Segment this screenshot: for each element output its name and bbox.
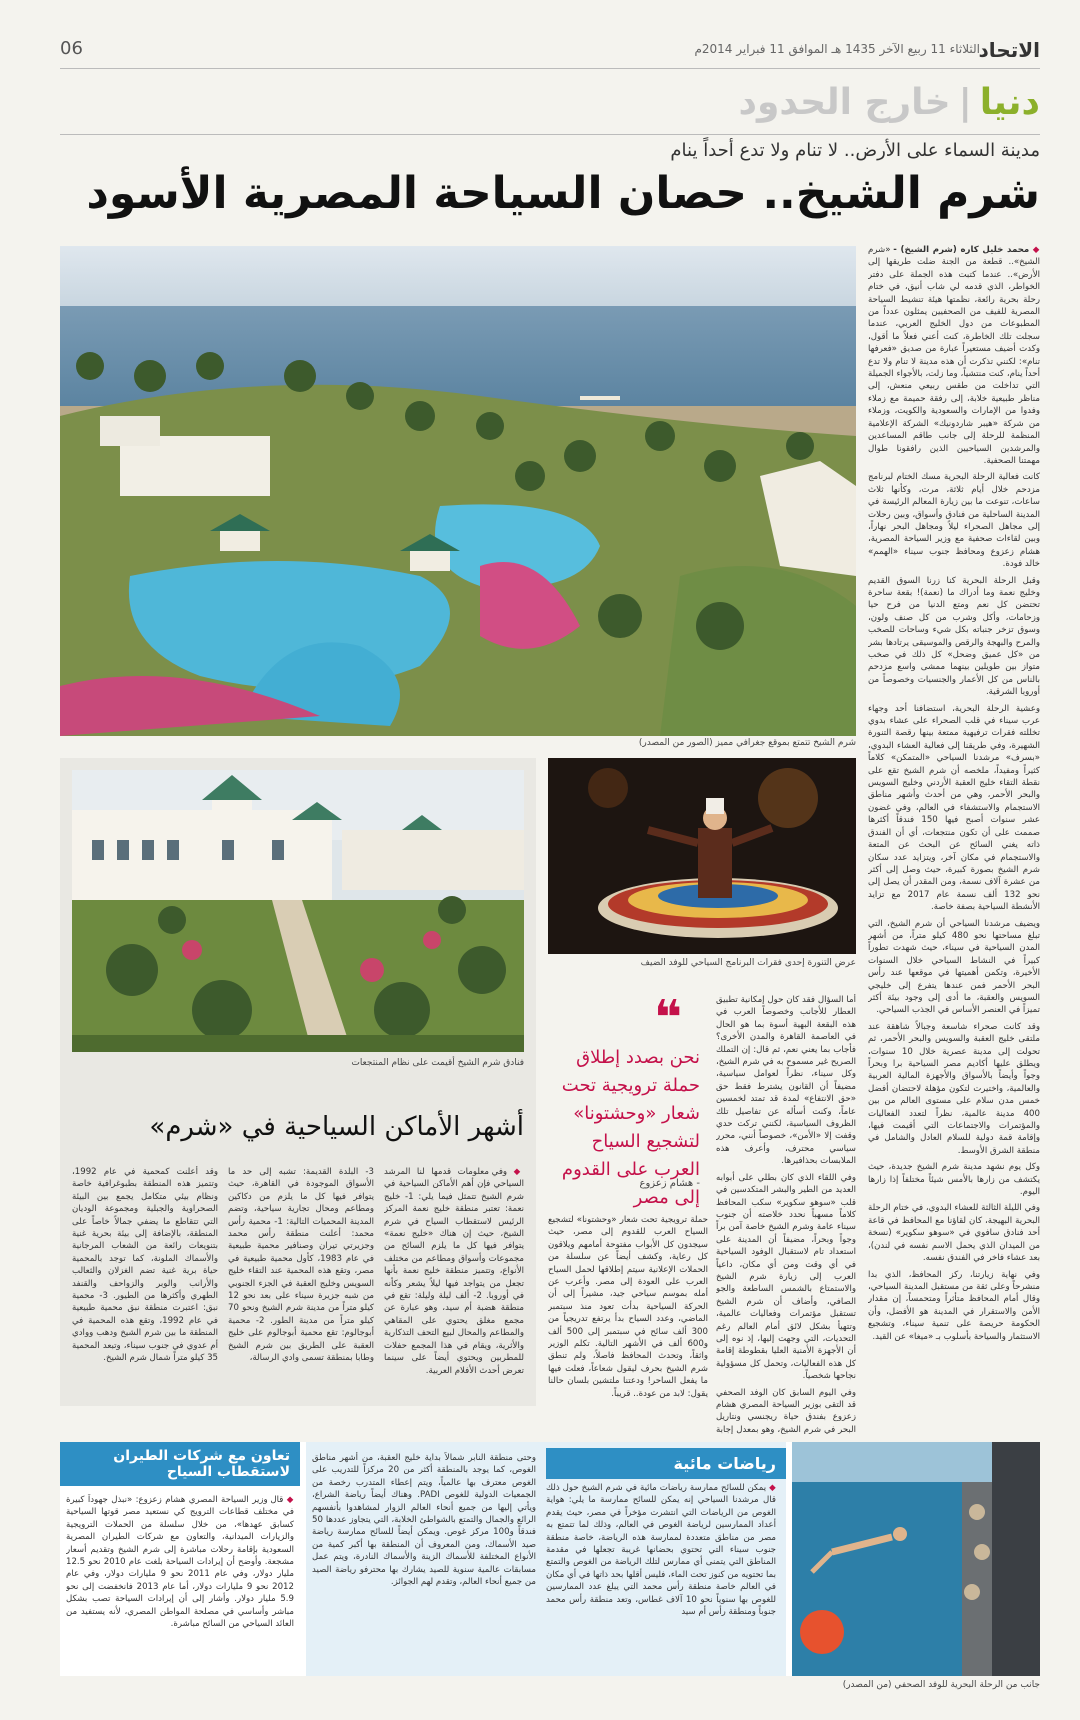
issue-date: الثلاثاء 11 ربيع الآخر 1435 هـ الموافق 11 فبراير 2014م: [694, 42, 980, 56]
article-paragraph: وفي نهاية زيارتنا، ركز المحافظ، الذي بدا منشرحاً وعلى ثقة من مستقبل المدينة السياحي، وقال أمام المحافظ متأثراً ومتحمساً، إن مقدار الأمن والاستقرار في المدينة هو الأفضل، وأن الحكومة حريصة على تنمية سيناء، وتشجيع الاستثمار والسياحة بأسلوب بـ «ميغا» عن القيد.: [868, 1269, 1040, 1342]
article-column-2: [716, 994, 856, 1434]
section-name-primary: دنيا: [979, 82, 1040, 123]
article-paragraph: وقبل الرحلة البحرية كنا زرنا السوق القديم وخليج نعمة وما أدراك ما (نعمة)! بقعة ساحرة تحتضن كل نعم ومتع الدنيا من فرح حيا وزحامات، وأكل وشرب من كل صنف ولون، وسوق تزخر جنباته بكل شيء وساحات للصخب والمرح والبهجة والرقص والموسيقى يرتادها بشر من «كل عميق وضحل» كل ذلك في صخب متواز بين طويلين بينهما ممشى واسع مزدحم بالناس من كل الأعمار والجنسيات وخصوصاً من أوروبا الشرقية.: [868, 575, 1040, 698]
article-paragraph: وعشية الرحلة البحرية، استضافنا أحد وجهاء عرب سيناء في قلب الصحراء على عشاء بدوي تخللته فقرات ترفيهية ممتعة بينها رقصة التنورة الشهيرة، وفي طريقنا إلى فعالية العشاء البدوي، «بسرف» مرشدنا السياحي «المتمكن» كلاماً كثيراً ومفيداً، ملخصه أن شرم الشيخ تقع على نقطة التقاء خليج العقبة الأردني وخليج السويس والبحر الأحمر، وهي من أحدث وأشهر مناطق الاستجمام والاستشفاء في العالم، وفي غضون عشر سنوات أصبح فيها 150 فندقاً أكثرها صممت على أن تكون منتجعات، أي أن الفندق ذاته يغني السائح عن البحث عن المتعة والاستجمام في مكان آخر، ويتزايد عدد سكان شرم الشيخ بصورة كبيرة، حيث وصل إلى أكثر من عشرة آلاف نسمة، ومن المقدر أن يصل إلى نحو 132 ألف نسمة عام 2017 مع تزايد الأنشطة السياحية بصفة خاصة.: [868, 703, 1040, 913]
bullet-icon: ◆: [286, 1495, 294, 1505]
hotel-illustration: [72, 770, 524, 1052]
airlines-text: [66, 1494, 294, 1672]
promo-column: [548, 1214, 708, 1434]
water-sports-text-1: [546, 1482, 776, 1670]
places-text: وقد أعلنت كمحمية في عام 1992، وتتميز هذه المنطقة بطبوغرافية خاصة ونظام بيئي متكامل يجمع بين البيئة الصحراوية والجبلية ومجموعة الوديان التي تتقاطع ما يضفي جمالاً خاصاً على المنطقة، بالإضافة إلى بيئة بحرية غنية بتنويعات رائعة من الشعاب المرجانية والأسماك الملونة، كما توجد بالمحمية حياة برية غنية تضم الغزلان والثعالب والأرانب والوبر والزواحف والقنفد الطهري وأكثرها من الطيور. 3- محمية نبق: اعتبرت منطقة نبق محمية طبيعية في عام 1992، وتقع هذه المحمية في المنطقة ما بين شرم الشيخ ودهب ووادي أم عدوي في جنوب سيناء، وتبعد المحمية 35 كيلو متراً شمال شرم الشيخ.: [72, 1167, 218, 1364]
water-text: وحتى منطقة النابر شمالاً بداية خليج العقبة، من أشهر مناطق الغوص، كما يوجد بالمنطقة أكثر من 20 مركزاً للتدريب على الغوص معترف بها عالمياً، ويتم إعطاء المتدرب رخصة من الجمعيات الدولية للغوص PADI. وهناك أيضاً رياضة الشراع، ويأتي إليها من جميع أنحاء العالم الزوار لمشاهدوا بأنفسهم الرائع والجمال والتمتع بالشواطئ الخلابة، التي يتجاوز عددها 50 فندقاً و100 مركز غوص. ويمكن أيضاً للسائح ممارسة رياضة صيد الأسماك، ومن المعروف أن المنطقة بها أكبر كمية من الأنواع المختلفة للأسماك الزينة والأسماك النادرة، ويتم عمل مسابقات عالمية سنوية للصيد يشارك بها محترفو رياضة الصيد من جميع أنحاء العالم، وتقدم لهم الجوائز.: [312, 1453, 536, 1588]
article-paragraph: وفي اليوم السابق كان الوفد الصحفي قد التقى بوزير السياحة المصري هشام زعزوع بفندق حياة ريجنسي ونتاريل البحر في شرم الشيخ، وهو بمعدل إجابة: [716, 1387, 856, 1434]
airlines-title: تعاون مع شركات الطيران لاستقطاب السياح: [60, 1442, 300, 1486]
boat-illustration: [792, 1442, 1040, 1676]
article-paragraph: «شرم الشيخ».. قطعة من الجنة ضلت طريقها إلى الأرض».. عندما كتبت هذه الجملة على دفتر الخواطر، الذي قدمه لي شاب أنيق، في ختام رحلة بحرية رائعة، نظمتها هيئة تنشيط السياحة المصرية للفيف من الصحفيين يمثلون عدداً من المطبوعات من دول الخليج العربي، عندما سجلت تلك الخاطرة، كنت أعني فعلاً ما أقول، وكدت أضيف مستعيراً عبارة من صديق «فعرفها تنام»: لكنني تذكرت أن هذه مدينة لا تنام ولا تدع أحداً ينام، كنت منتشياً، وما زلت، بالأجواء الجميلة التي تداخلت من طقس ربيعي منعش، إلى مناظر طبيعية خلابة، إلى رفقة حميمة مع زملاء وفدوا من الإمارات والسعودية والكويت، وزملاء من شركة «هيبر شاردونيك» الشركة الإعلامية المنظمة للرحلة إلى جانب طاقم المساعدين والمرشدين السياحيين الذين رافقونا طوال مهمتنا الصحفية.: [868, 245, 1040, 466]
places-text: وفي معلومات قدمها لنا المرشد السياحي فإن أهم الأماكن السياحية في شرم الشيخ تتمثل فيما يلي: 1- خليج نعمة: تعتبر منطقة خليج نعمة المركز الرئيس لاستقطاب السياح في شرم الشيخ، حيث إن هناك «خليج نعمة» يتوافر فيها كل ما يلزم السائح من مجموعات وأسواق ومطاعم من مختلف الأنواع، وتتميز منطقة خليج نعمة بأنها تجعل من يتواجد فيها ليلاً يشعر وكأنه في أوروبا. 2- ألف ليلة وليلة: تقع في منطقة هضبة أم سيد، وهو عبارة عن مجمع مغلق يحتوي على المقاهي والمطاعم والمحال لبيع التحف التذكارية والأثرية، ويقام في هذا المجمع حفلات للمطربين ويحتوي أيضاً على سينما تعرض أحدث الأفلام العربية.: [384, 1167, 524, 1376]
article-paragraph: وفي اللقاء الذي كان بطلي على أبوابه العديد من الطير والبشر المتكدسين في قلب «سوهو سكوير» سكب المحافظ كلاماً مسهباً نحدد خلاصته أن جنوب سيناء عامة وشرم الشيخ خاصة آمن براً وجواً وبحراً، مضيفاً أن المدينة على استعداد تام لاستقبال الوفود السياحية في أي وقت ومن أي مكان، داعياً العرب إلى زيارة شرم الشيخ والاستمتاع بالشمس الساطعة والجو الصافي، وأضاف أن شرم الشيخ تستقبل مؤتمرات وفعاليات عالمية، وتتهيأ بشكل لائق أمام العالم رغم التحديات، التي وجهت إليها، إذ نوه إلى أن الأجهزة الأمنية العليا بقطوطة إقامة كل هذه الفعاليات، وتحمل كل مسؤولية نجاحها شخصياً.: [716, 1172, 856, 1382]
tanoura-dancer-photo: [548, 758, 856, 954]
page-header: [60, 38, 1040, 62]
header-rule: [60, 68, 1040, 69]
newspaper-logo: الاتحاد: [978, 38, 1040, 62]
places-column-a: [384, 1166, 524, 1402]
hotel-photo: [72, 770, 524, 1052]
quote-author: - هشام زعزوع: [639, 1178, 700, 1189]
dancer-illustration: [548, 758, 856, 954]
bullet-icon: ◆: [513, 1167, 524, 1177]
promo-text: حملة ترويجية تحت شعار «وحشتونا» لتشجيع السياح العرب للقدوم إلى مصر، حيث سيجدون كل الأبواب مفتوحة أمامهم ويلاقون كل رعاية، وكشف أيضاً عن سلسلة من الحملات الإعلانية سيتم إطلاقها لحمل السياح العرب على العودة إلى مصر. وأعرب عن أمله بموسم سياحي جيد، مشيراً إلى أن الحركة السياحية بدأت تعود منذ سبتمبر الماضي، وعدد السياح بدأ يرتفع تدريجياً من 300 ألف سائح في سبتمبر إلى 500 ألف و600 ألف في الأشهر التالية. تكلم الوزير واثقاً، وتحدث المحافظ فاصلاً، ولم تنطق شرم الشيخ بحرف ليقول شعاعاً، فعلت فيها ما يفعل الساحر! ودعتنا ملتشين بلسان حالنا يقول: لابد من عودة.. قريباً.: [548, 1215, 708, 1399]
water-sports-title: رياضات مائية: [546, 1448, 786, 1479]
boat-trip-photo: [792, 1442, 1040, 1676]
main-resort-photo: [60, 246, 856, 736]
hotel-photo-caption: فنادق شرم الشيخ أقيمت على نظام المنتجعات: [351, 1058, 524, 1068]
article-paragraph: وفي الليلة الثالثة للعشاء البدوي، في ختام الرحلة البحرية البهيجة، كان لقاؤنا مع المحافظ في قاعة أحد فنادق سافوي في «سوهو سكوير» (نسخة من الميدان الذي يحمل الاسم نفسه في لندن)، بعد عشاء فاخر في الفندق نفسه.: [868, 1203, 1040, 1264]
water-text: يمكن للسائح ممارسة رياضات مائية في شرم الشيخ حول ذلك قال مرشدنا السياحي إنه يمكن للسائح ممارسة ما يلي: هواية الغوص من الرياضات التي انتشرت مؤخراً في مصر، حيث يقدم أعداد الممارسين لرياضة الغوص في العالم، وذلك لما تتمتع به مصر من مناطق متعددة لممارسة هذه الرياضة، خاصة منطقة جنوب سيناء التي تحتوي بحضانها غريبة تجعلها في مقدمة المناطق التي يتمنى أي ممارس لتلك الرياضة من الغوص والتمتع بما تحتويه من كنوز تحت الماء، فليس أقلها بحد ذاتها في أي مكان في العالم خاصة منطقة رأس محمد التي يبلغ عدد الممارسين للغوص بها سنوياً نحو 10 آلاف غطاس، وتعد منطقة رأس محمد جنوباً ومنطقة رأس أم سيد: [546, 1483, 776, 1618]
resort-illustration: [60, 246, 856, 736]
article-paragraph: كانت فعالية الرحلة البحرية مسك الختام لبرنامج مزدحم خلال أيام ثلاثة، مرت، وكأنها ثلاث ساعات، تنوعت ما بين زيارة المعالم الرئيسة في المدينة الساحلية من فنادق وأسواق، وبين رحلات إلى مجاهل الصحراء ليلاً ومجاهل البحر نهاراً، وبين لقاءات صحفية مع وزير السياحة المصرية، هشام زعزوع ومحافظ جنوب سيناء «الهمم» خالد فودة.: [868, 472, 1040, 570]
airlines-body: قال وزير السياحة المصري هشام زعزوع: «نبذل جهوداً كبيرة في مختلف قطاعات الترويج كي نستعيد مصر قوتها السياحية كسابق عهدها»، من خلال سلسلة من الحملات الترويجية والزيارات الميدانية، والتعاون مع شركات الطيران المصرية السعودية بإقامة رحلات مباشرة إلى شرم الشيخ وتقديم أسعار مشجعة. وأوضح أن إيرادات السياحة بلغت عام 2010 نحو 12.5 مليار دولار، وفي عام 2011 نحو 9 مليارات دولار، وفي عام 2012 نحو 9 مليارات دولار، أما عام 2013 فانخفضت إلى نحو 5.9 مليار دولار. وأشار إلى أن إيرادات السياحة تصب بشكل مباشر وأساسي في مصلحة المواطن المصري، لأنه يستفيد من العائد السياحي من السائح مباشرة.: [66, 1495, 294, 1630]
section-rule: [60, 134, 1040, 135]
section-separator: |: [958, 82, 972, 123]
article-paragraph: وكل يوم نشهد مدينة شرم الشيخ جديدة، حيث يكتشف من زارها بالأمس شيئاً مختلفاً إذا زارها اليوم.: [868, 1162, 1040, 1198]
article-paragraph: ويضيف مرشدنا السياحي أن شرم الشيخ، التي تبلغ مساحتها نحو 480 كيلو متراً، من أشهر المدن السياحية في سيناء، حيث شهدت تطوراً كبيراً في النشاط السياحي خلال السنوات الأخيرة، وتكمن أهميتها في موقعها عند رأس البحر الأحمر فمن عندها يتفرع إلى خليجي السويس والعقبة، ما أدى إلى وجود بيئة أكثر تميزاً في العنصر الأساس في الجذب السياحي.: [868, 918, 1040, 1016]
article-kicker: مدينة السماء على الأرض.. لا تنام ولا تدع أحداً ينام: [670, 140, 1040, 161]
article-headline: شرم الشيخ.. حصان السياحة المصرية الأسود: [86, 168, 1040, 219]
quote-mark-icon: ❝: [654, 990, 683, 1046]
places-title: أشهر الأماكن السياحية في «شرم»: [149, 1112, 524, 1142]
water-sports-text-2: [312, 1452, 536, 1670]
bullet-icon: ◆: [1032, 245, 1040, 255]
places-column-c: [72, 1166, 218, 1402]
article-paragraph: أما السؤال فقد كان حول إمكانية تطبيق العطار للأجانب وخصوصاً العرب في هذه البقعة البهية أسوة بما هو الحال في العاصمة القاهرة والمدن الأخرى؟ فأجاب بما يعني نعم، ثم قال: إن التملك الصريح غير مسموح به في شرم الشيخ، وكل سيناء، نظراً لعوامل سياسية، مضيفاً أن القانون يشترط فقط حق «حق الانتفاع» لمدة قد تمتد لخمسين عاماً، وكنت أسأله عن تفاصيل تلك الظروف السياسية، لكنني تركت حدي وقفت إلا «الأمن»، خصوصاً أنني، محرر سياسي محترف، وأعرف هذه الملابسات بحذافيرها.: [716, 995, 856, 1167]
main-photo-caption: شرم الشيخ تتمتع بموقع جغرافي مميز (الصور من المصدر): [638, 738, 856, 748]
article-paragraph: وقد كانت صحراء شاسعة وجبالاً شاهقة عند ملتقى خليج العقبة والسويس والبحر الأحمر، ثم تحولت إلى مدينة عصرية خلال 10 سنوات، ويطلق عليها أكاديم مصر السياحية برا وبحراً وجواً وأيضاً بالأسواق والأجهزة المالية العربية والعالمية، واختيرت لتكون مؤهلة لاحتضان أفضل خمس مدن سلام على مستوى العالم من بين 400 مدينة عالمية، نظراً لتعدد الفعاليات والمؤتمرات والاجتماعات التي أقيمت فيها، وإقامة قمة دولية للسلام العادل والشامل في منطقة الشرق الأوسط.: [868, 1021, 1040, 1156]
byline: محمد خليل كاره (شرم الشيخ) -: [893, 245, 1030, 255]
page-number: 06: [60, 38, 83, 59]
places-column-b: [228, 1166, 374, 1402]
section-title: [739, 82, 1041, 123]
places-text: 3- البلدة القديمة: تشبه إلى حد ما الأسواق الموجودة في القاهرة، حيث يتوافر فيها كل ما يلزم من دكاكين ومطاعم ومحال تجارية سياحية، وتضم المدينة المحميات التالية: 1- محمية رأس محمد: أعلنت منطقة رأس محمد وجزيرتي تيران وصنافير محمية طبيعية في عام 1983، كأول محمية طبيعية في مصر، وتقع هذه المحمية عند التقاء خليج السويس وخليج العقبة في الجزء الجنوبي من شبه جزيرة سيناء على بعد نحو 12 كيلو متراً من مدينة شرم الشيخ ونحو 70 كيلو متراً من مدينة الطور. 2- محمية أبوجالوم: تقع محمية أبوجالوم على خليج العقبة على الطريق بين شرم الشيخ وطابا بمنطقة تسمى وادي الرسالة،: [228, 1167, 374, 1364]
pull-quote: نحن بصدد إطلاق حملة ترويجية تحت شعار «وحشتونا» لتشجيع السياح العرب على القدوم إلى مصر: [561, 1047, 700, 1208]
boat-photo-caption: جانب من الرحلة البحرية للوفد الصحفي (من المصدر): [842, 1680, 1040, 1690]
dancer-photo-caption: عرض التنورة إحدى فقرات البرنامج السياحي للوفد الضيف: [640, 958, 856, 968]
section-name-secondary: خارج الحدود: [738, 82, 951, 123]
bullet-icon: ◆: [769, 1483, 776, 1493]
article-column-1: [868, 244, 1040, 1424]
